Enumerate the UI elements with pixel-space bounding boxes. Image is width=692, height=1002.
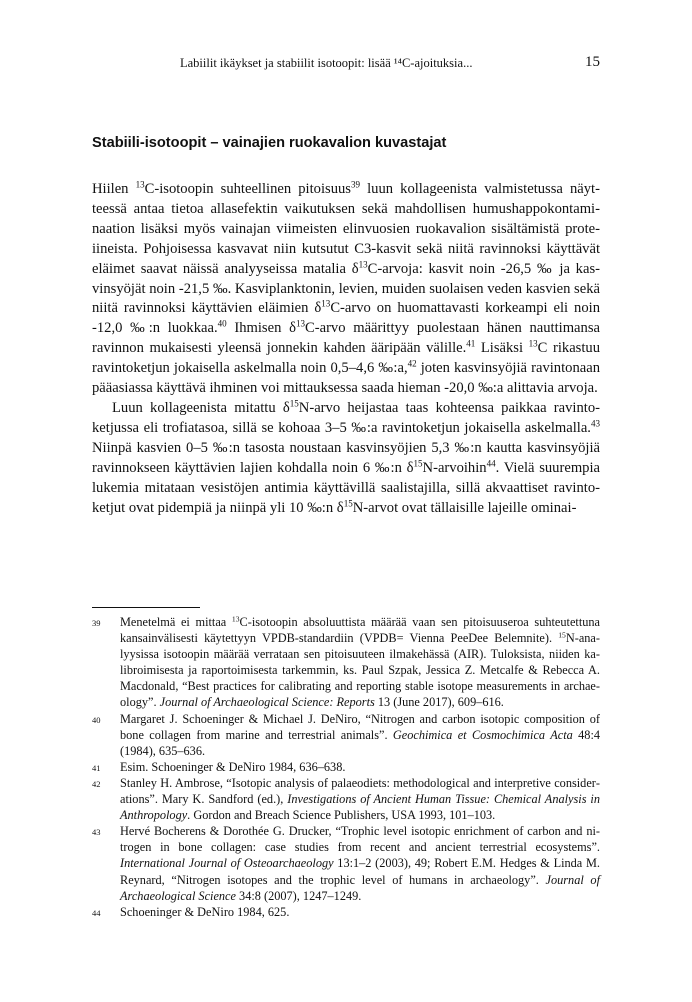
text-run: 34:8 (2007), 1247–1249. [235, 888, 362, 903]
text-run: Niinpä kasvien 0–5 ‰:n tasosta noustaan kasvinsyöjien 5,3 ‰:n kautta kasvinsyöjiä ravinnokseen käyttävien lajien kohdalla noin 6 ‰:n δ [92, 439, 600, 476]
text-run: N-arvo heijastaa taas kohteensa paikkaa ravintoketjussa eli trofiatasoa, sillä se kohoaa 3–5 ‰:a ravintoketjun jokaisella askelmalla. [92, 399, 600, 436]
text-run: C-arvoja: kasvit noin -26,5 ‰ ja kasvinsyöjät noin -21,5 ‰. Kasviplanktonin, levien, muiden suolaisen veden kasvien sekä niitä ravinnoksi käyttävien eläimien δ [92, 260, 600, 317]
text-run: 13 (June 2017), 609–616. [374, 695, 504, 710]
footnote-reference: 13 [135, 179, 145, 190]
text-run: N-arvot ovat tällaisille lajeille ominai- [352, 499, 577, 516]
running-title: Labiilit ikäykset ja stabiilit isotoopit: lisää ¹⁴C-ajoituksia... [180, 56, 473, 70]
footnotes [92, 614, 600, 920]
footnote-reference: 15 [289, 398, 299, 409]
footnote [92, 823, 600, 903]
text-run: N-analyysissa isotoopin määrää verrataan sen pitoisuuteen ilmakehässä (AIR). Tuloksista, niiden kalibroimisesta ja raportoimisesta tarkemmin, ks. Paul Szpak, Jessica Z. Metcalfe & Rebecca A. Macdonald, “Best practices for calibrating and reporting stable isotope measurements in archaeology”. [120, 631, 600, 710]
text-run: . Gordon and Breach Science Publishers, USA 1993, 101–103. [187, 808, 496, 823]
footnote-reference: 42 [407, 358, 417, 369]
text-run: 48:4 (1984), 635–636. [120, 727, 601, 758]
italic-text: Journal of Archaeological Science [120, 872, 600, 903]
footnote-reference: 44 [486, 458, 496, 469]
text-run: Stanley H. Ambrose, “Isotopic analysis of palaeodiets: methodological and interpretive considerations”. Mary K. Sandford (ed.), [120, 775, 600, 807]
body-text [92, 180, 600, 518]
footnote-number: 41 [92, 762, 101, 773]
italic-text: Journal of Archaeological Science: Reports [159, 695, 375, 710]
italic-text: Investigations of Ancient Human Tissue: Chemical Analysis in Anthropology [120, 792, 600, 823]
footnote-reference: 15 [558, 630, 566, 640]
text-run: Luun kollageenista mitattu δ [112, 399, 290, 416]
footnote-text [120, 775, 600, 823]
text-run: . Vielä suurempia lukemia mitataan vesistöjen antimia käyttävillä saalistajilla, sillä akvaattiset ravintoketjut ovat pidempiä ja niinpä yli 10 ‰:n δ [92, 459, 600, 516]
footnote [92, 775, 600, 823]
text-run: Esim. Schoeninger & DeNiro 1984, 636–638. [120, 759, 346, 774]
footnote [92, 904, 600, 920]
footnote-reference: 13 [231, 614, 240, 624]
text-run: C-isotoopin suhteellinen pitoisuus [144, 181, 351, 197]
footnote-reference: 13 [528, 338, 538, 349]
footnote-number: 39 [92, 618, 101, 628]
paragraph [92, 180, 600, 399]
text-run: C-arvo on huomattavasti korkeampi eli noin -12,0 ‰:n luokkaa. [92, 300, 601, 337]
footnote-reference: 13 [358, 259, 368, 270]
footnote-number: 42 [92, 778, 101, 789]
text-run: Lisäksi [475, 340, 529, 357]
footnote-divider [92, 607, 200, 608]
footnote [92, 614, 600, 711]
text-run: Schoeninger & DeNiro 1984, 625. [120, 904, 290, 919]
text-run: Hervé Bocherens & Dorothée G. Drucker, “Trophic level isotopic enrichment of carbon and nitrogen in bone collagen: case studies from recent and ancient terrestrial ecosystems”. [120, 824, 600, 855]
footnote-text [120, 823, 600, 903]
footnote-reference: 15 [413, 458, 423, 469]
text-run: Hiilen [92, 181, 136, 197]
text-run: C-isotoopin absoluuttista määrää vaan sen pitoisuuseroa suhteutettuna kansainvälisesti käytettyyn VPDB-standardiin (VPDB= Vienna PeeDee Belemnite). [120, 615, 601, 646]
footnote-reference: 15 [343, 498, 353, 509]
page-number: 15 [585, 54, 600, 70]
footnote-number: 44 [92, 907, 101, 918]
italic-text: International Journal of Osteoarchaeology [120, 856, 334, 871]
footnote-number: 43 [92, 827, 101, 838]
footnote-reference: 41 [466, 338, 476, 349]
text-run: Ihmisen δ [226, 320, 296, 337]
footnote-text [120, 759, 600, 775]
italic-text: Geochimica et Cosmochimica Acta [392, 727, 573, 742]
text-run: C rikastuu ravintoketjun jokaisella askelmalla noin 0,5–4,6 ‰:a, [92, 340, 600, 377]
footnote-text [120, 711, 600, 759]
text-run: Margaret J. Schoeninger & Michael J. DeNiro, “Nitrogen and carbon isotopic composition of bone collagen from marine and terrestrial animals”. [120, 711, 600, 742]
footnote-reference: 39 [350, 179, 361, 190]
text-run: C-arvo määrittyy puolestaan hänen nauttimansa ravinnon mukaisesti yleensä jonnekin kahden ääripään välille. [92, 320, 600, 357]
text-run: N-arvoihin [422, 459, 487, 476]
footnote-number: 40 [92, 714, 101, 725]
page-header [92, 54, 600, 74]
section-heading: Stabiili-isotoopit – vainajien ruokavalion kuvastajat [92, 135, 447, 151]
text-run: Menetelmä ei mittaa [120, 615, 232, 629]
text-run: joten kasvinsyöjiä ravintonaan pääasiassa käyttävä ihminen voi mittauksessa saada hieman -20,0 ‰:a alittavia arvoja. [92, 360, 600, 397]
footnote [92, 711, 600, 759]
footnote-text [120, 614, 600, 711]
text-run: luun kollageenista valmistetussa näytteessä antaa tietoa allasefektin vaikutuksen sekä mahdollisen humushappokontaminaation lisäksi myös vainajan viimeisten elinvuosien ruokavalion sisältämistä proteiineista. Pohjoisessa kasvavat niin kutsutut C3-kasvit sekä niitä ravinnoksi käyttävät eläimet saavat näissä analyyseissa matalia δ [92, 181, 600, 277]
paragraph [92, 399, 600, 518]
footnote-reference: 13 [321, 299, 331, 310]
text-run: 13:1–2 (2003), 49; Robert E.M. Hedges & Linda M. Reynard, “Nitrogen isotopes and the trophic level of humans in archaeology”. [120, 856, 600, 887]
footnote [92, 759, 600, 775]
footnote-text [120, 904, 600, 920]
footnote-reference: 13 [295, 318, 305, 329]
footnote-reference: 40 [217, 318, 227, 329]
footnote-reference: 43 [590, 418, 600, 429]
